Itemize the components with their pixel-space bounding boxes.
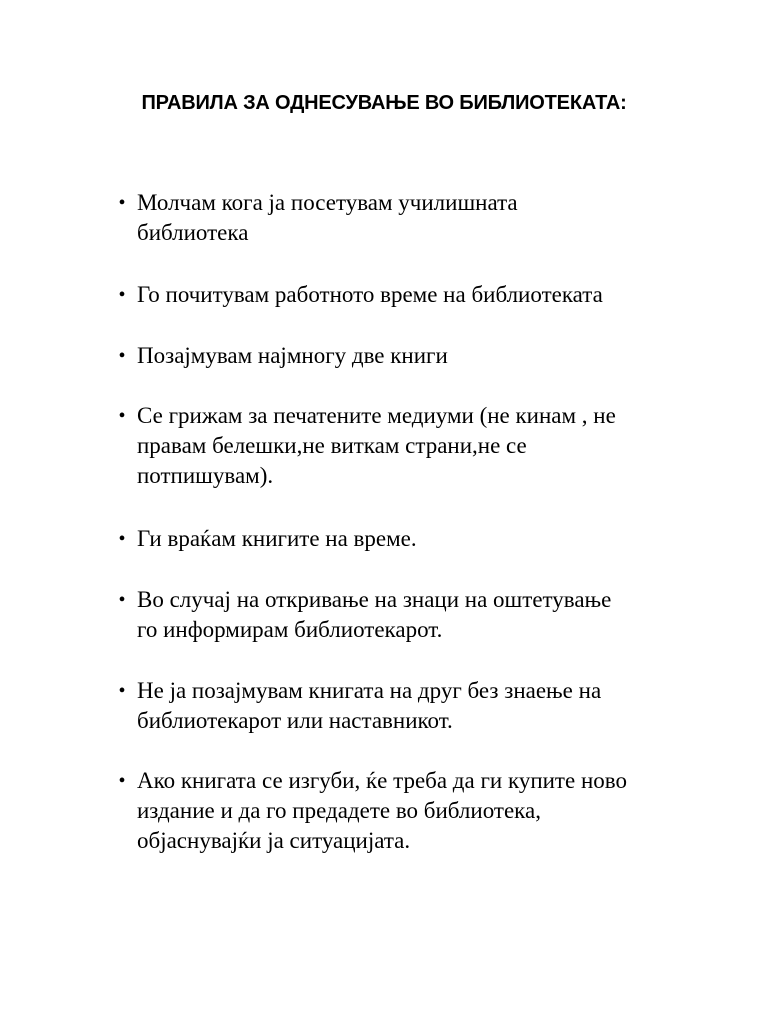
bullet-icon: • xyxy=(118,405,126,427)
rule-item-3 xyxy=(112,341,682,371)
bullet-icon: • xyxy=(118,192,126,214)
rule-text: Не ја позајмувам книгата на друг без знаење на библиотекарот или наставникот. xyxy=(137,678,602,733)
rule-item-6 xyxy=(112,585,682,645)
rule-text: Ги враќам книгите на време. xyxy=(137,526,417,551)
bullet-icon: • xyxy=(118,284,126,306)
rule-item-1 xyxy=(112,188,682,248)
rule-text: Во случај на откривање на знаци на оштетување го информирам библиотекарот. xyxy=(137,587,612,642)
rule-item-4 xyxy=(112,401,682,491)
rule-text: Позајмувам најмногу две книги xyxy=(137,343,448,368)
rule-text: Го почитувам работното време на библиотеката xyxy=(137,282,603,307)
rule-item-2 xyxy=(112,280,682,310)
rule-text: Ако книгата се изгуби, ќе треба да ги купите ново издание и да го предадете во библиотека, објаснувајќи ја ситуацијата. xyxy=(137,768,627,853)
bullet-icon: • xyxy=(118,770,126,792)
bullet-icon: • xyxy=(118,589,126,611)
rule-text: Се грижам за печатените медиуми (не кинам , не правам белешки,не виткам страни,не се потпишувам). xyxy=(137,403,616,488)
rule-item-7 xyxy=(112,676,682,736)
rule-item-8 xyxy=(112,766,682,856)
bullet-icon: • xyxy=(118,528,126,550)
rule-item-5 xyxy=(112,524,682,554)
rule-text: Молчам кога ја посетувам училишната библиотека xyxy=(137,190,518,245)
bullet-icon: • xyxy=(118,680,126,702)
bullet-icon: • xyxy=(118,345,126,367)
page-title: ПРАВИЛА ЗА ОДНЕСУВАЊЕ ВО БИБЛИОТЕКАТА: xyxy=(141,92,627,114)
